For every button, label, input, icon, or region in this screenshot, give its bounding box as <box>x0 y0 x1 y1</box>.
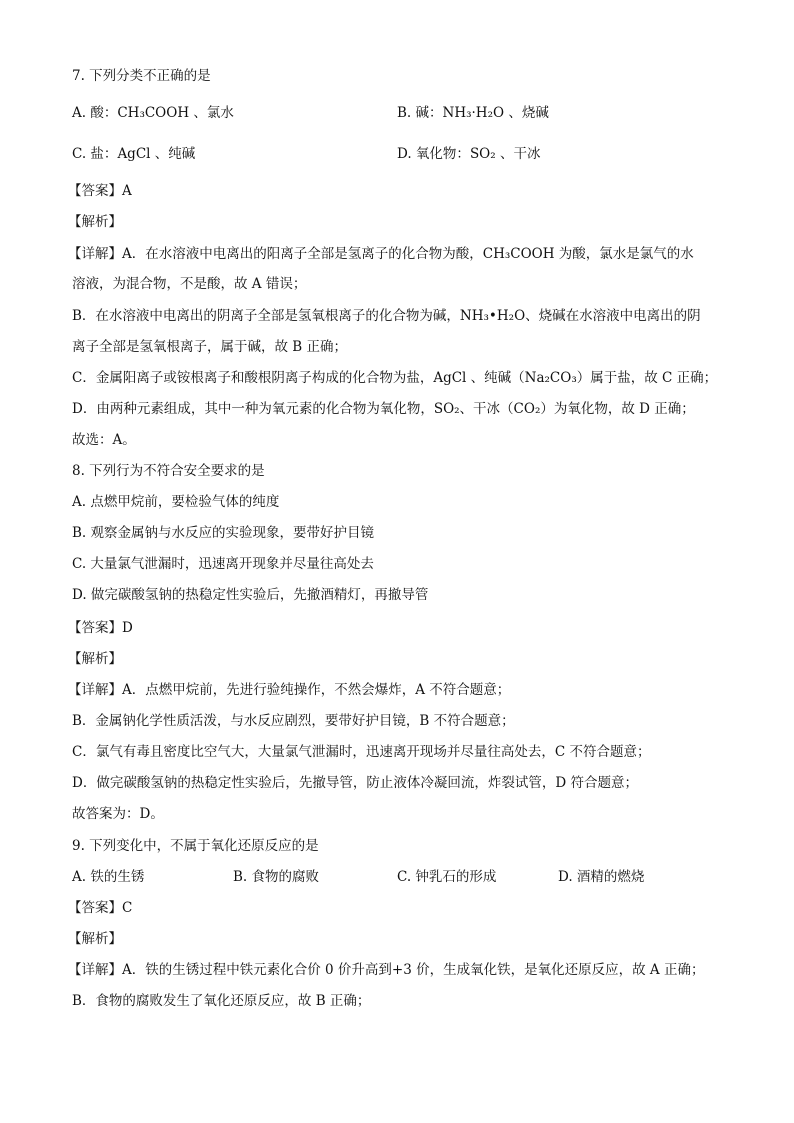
q8-detail-line: D．做完碳酸氢钠的热稳定性实验后，先撤导管，防止液体冷凝回流，炸裂试管，D 符合题意； <box>72 775 638 791</box>
q7-option-a: A. 酸：CH₃COOH 、氯水 <box>72 105 234 121</box>
q7-analysis-label: 【解析】 <box>68 214 122 230</box>
q7-detail-line: 离子全部是氢氧根离子，属于碱，故 B 正确； <box>72 339 348 355</box>
q7-detail-line: 溶液，为混合物，不是酸，故 A 错误； <box>72 276 307 292</box>
q8-analysis-label: 【解析】 <box>68 651 122 667</box>
q8-detail-line: C．氯气有毒且密度比空气大，大量氯气泄漏时，迅速离开现场并尽量往高处去，C 不符合题意； <box>72 744 651 760</box>
q8-answer: 【答案】D <box>68 620 133 636</box>
q9-detail-line: B．食物的腐败发生了氧化还原反应，故 B 正确； <box>72 993 371 1009</box>
q9-option-a: A. 铁的生锈 <box>72 869 145 885</box>
q7-option-d: D. 氧化物：SO₂ 、干冰 <box>397 146 541 162</box>
q7-option-c: C. 盐：AgCl 、纯碱 <box>72 146 196 162</box>
q8-detail-line: 【详解】A．点燃甲烷前，先进行验纯操作，不然会爆炸，A 不符合题意； <box>68 682 511 698</box>
q9-option-d: D. 酒精的燃烧 <box>558 869 645 885</box>
q8-stem: 8. 下列行为不符合安全要求的是 <box>72 463 265 479</box>
q7-detail-line: 故选：A。 <box>72 432 136 448</box>
q9-option-c: C. 钟乳石的形成 <box>397 869 497 885</box>
q9-answer: 【答案】C <box>68 900 133 916</box>
q7-stem: 7. 下列分类不正确的是 <box>72 68 211 84</box>
q9-stem: 9. 下列变化中，不属于氧化还原反应的是 <box>72 838 319 854</box>
q7-answer: 【答案】A <box>68 183 132 199</box>
q9-option-b: B. 食物的腐败 <box>233 869 320 885</box>
q8-option-a: A. 点燃甲烷前，要检验气体的纯度 <box>72 494 280 510</box>
q8-option-c: C. 大量氯气泄漏时，迅速离开现象并尽量往高处去 <box>72 556 374 572</box>
q7-detail-line: C．金属阳离子或铵根离子和酸根阴离子构成的化合物为盐，AgCl 、纯碱（Na₂CO₃）属于盐，故 C 正确； <box>72 370 718 386</box>
q9-detail-line: 【详解】A．铁的生锈过程中铁元素化合价 0 价升高到+3 价，生成氧化铁，是氧化还原反应，故 A 正确； <box>68 962 705 978</box>
q8-detail-line: 故答案为：D。 <box>72 806 164 822</box>
q7-option-b: B. 碱：NH₃·H₂O 、烧碱 <box>397 105 549 121</box>
q7-detail-line: D．由两种元素组成，其中一种为氧元素的化合物为氧化物，SO₂、干冰（CO₂）为氧化物，故 D 正确； <box>72 401 695 417</box>
q8-detail-line: B．金属钠化学性质活泼，与水反应剧烈，要带好护目镜，B 不符合题意； <box>72 713 515 729</box>
q8-option-b: B. 观察金属钠与水反应的实验现象，要带好护目镜 <box>72 525 375 541</box>
q8-option-d: D. 做完碳酸氢钠的热稳定性实验后，先撤酒精灯，再撤导管 <box>72 587 429 603</box>
q9-analysis-label: 【解析】 <box>68 931 122 947</box>
q7-detail-line: 【详解】A．在水溶液中电离出的阳离子全部是氢离子的化合物为酸，CH₃COOH 为酸，氯水是氯气的水 <box>68 246 694 262</box>
q7-detail-line: B．在水溶液中电离出的阴离子全部是氢氧根离子的化合物为碱，NH₃•H₂O、烧碱在水溶液中电离出的阴 <box>72 308 701 324</box>
